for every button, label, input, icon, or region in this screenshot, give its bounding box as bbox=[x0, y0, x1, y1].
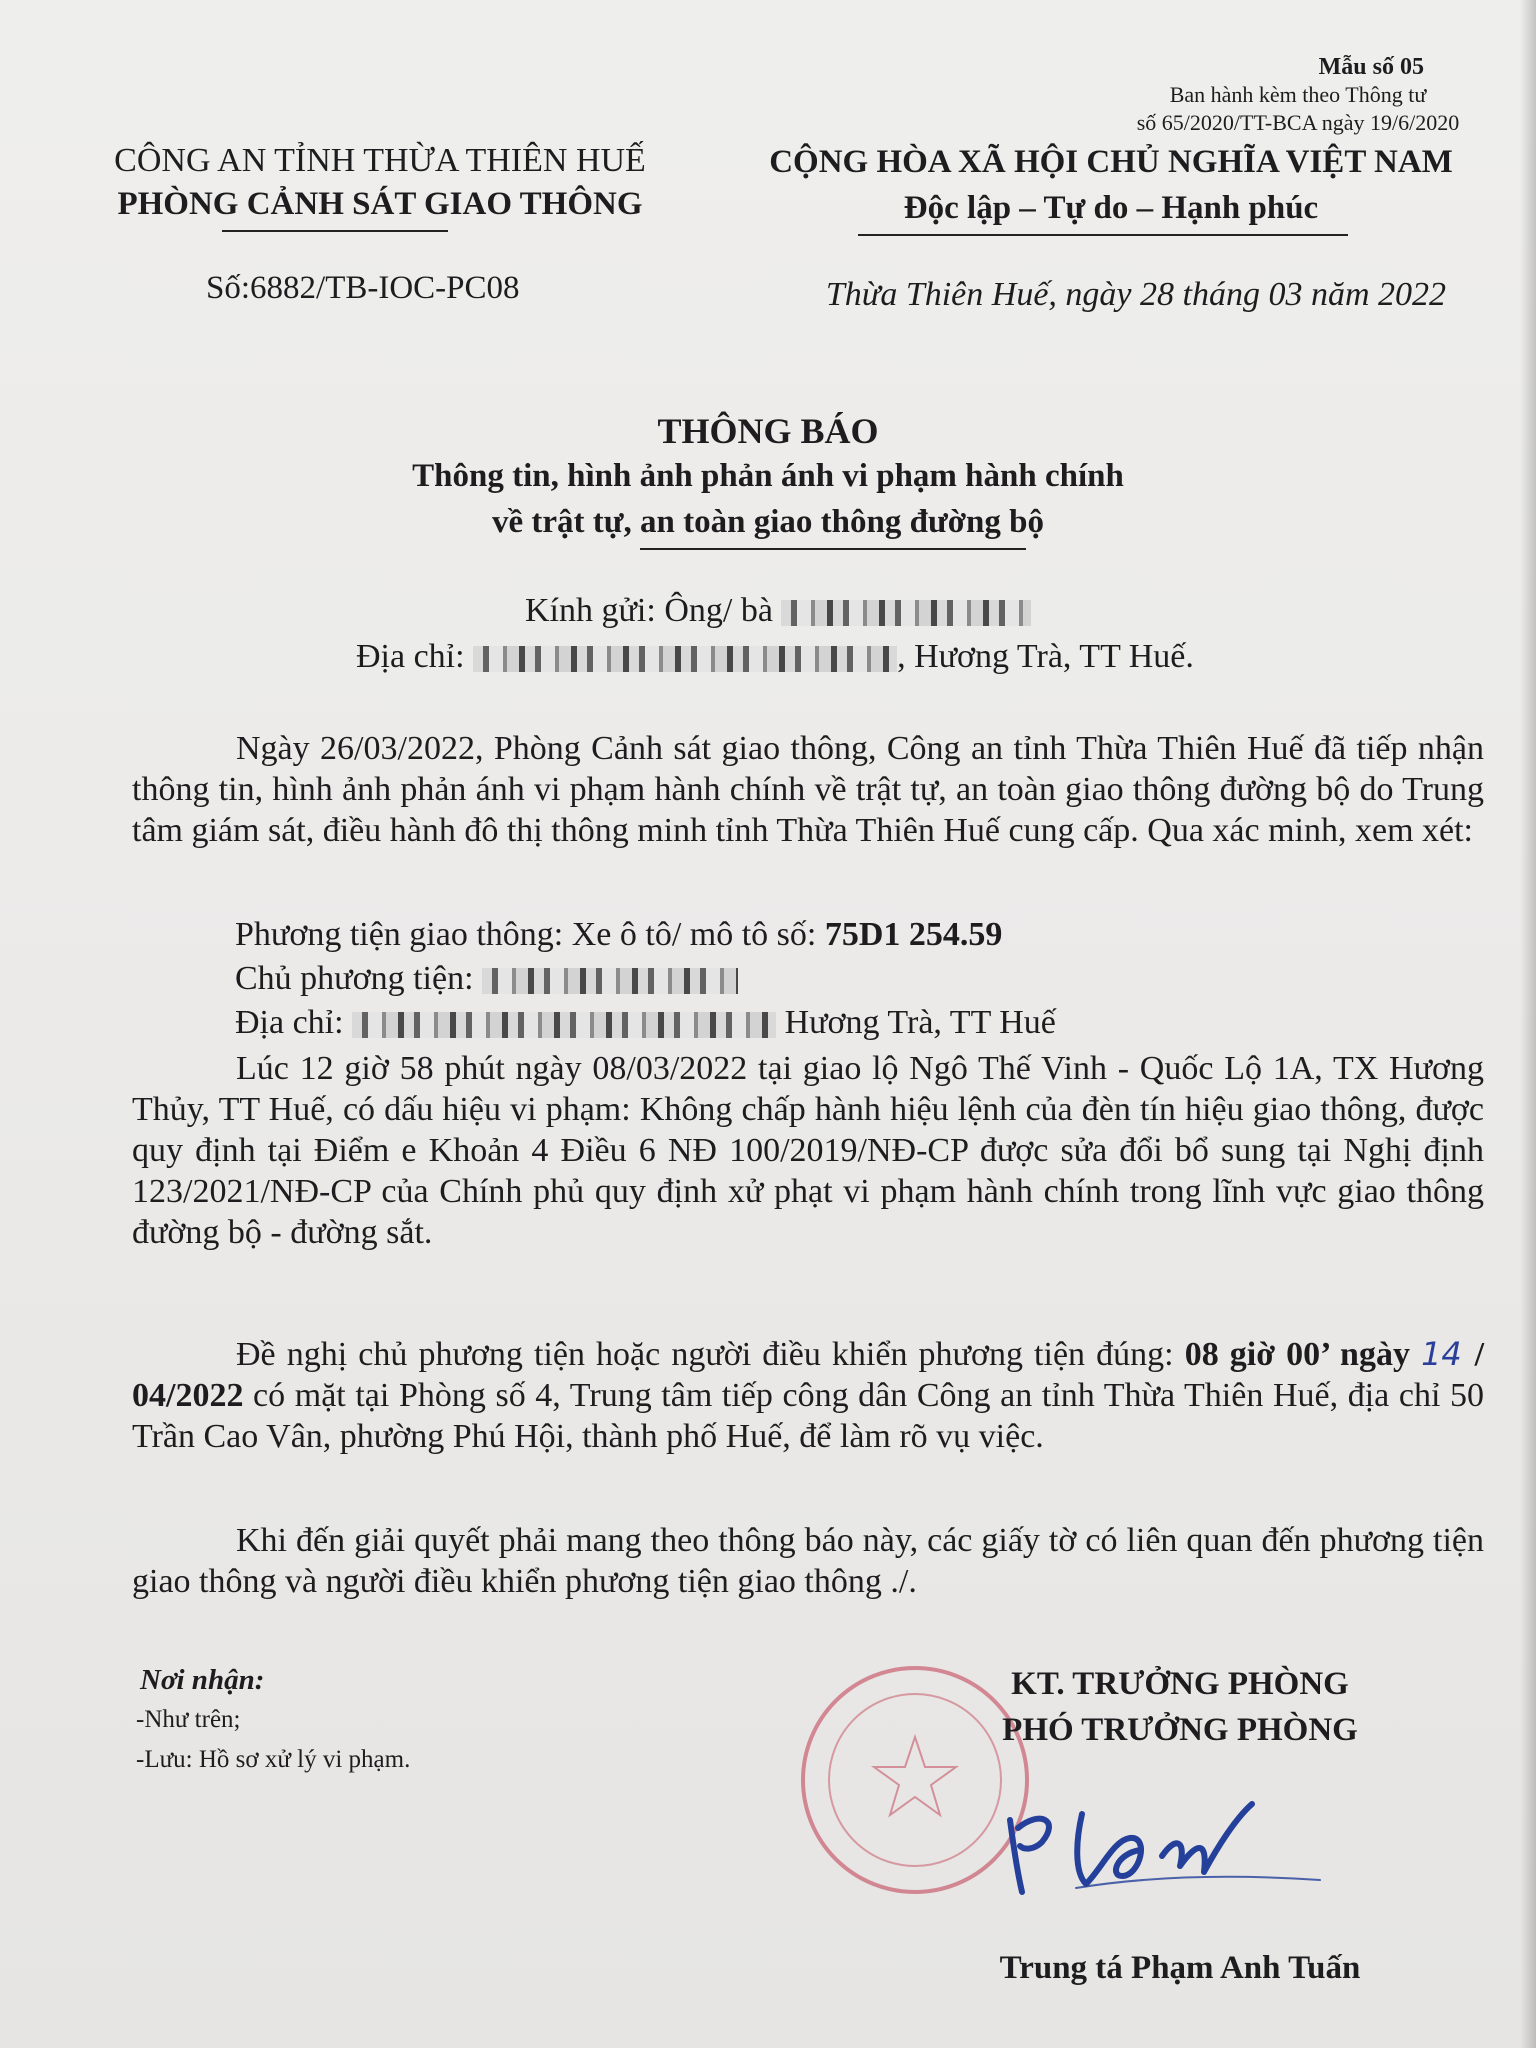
recipient-item-1: -Như trên; bbox=[136, 1706, 241, 1733]
summons-text-1: Đề nghị chủ phương tiện hoặc người điều khiển phương tiện đúng: bbox=[236, 1336, 1185, 1373]
summons-time: 08 giờ 00’ ngày bbox=[1184, 1336, 1422, 1373]
document-title: THÔNG BÁO bbox=[657, 411, 879, 451]
vehicle-plate: 75D1 254.59 bbox=[824, 916, 1003, 953]
title-underline bbox=[640, 548, 1026, 550]
owner-address-label: Địa chỉ: bbox=[235, 1004, 344, 1041]
owner-label: Chủ phương tiện: bbox=[235, 960, 474, 997]
summons-paragraph bbox=[132, 1334, 1484, 1457]
signer-role-1: KT. TRƯỞNG PHÒNG bbox=[1011, 1666, 1349, 1702]
document-subtitle-line-2: về trật tự, an toàn giao thông đường bộ bbox=[491, 504, 1044, 540]
redacted-recipient-name bbox=[781, 600, 1031, 626]
closing-paragraph: Khi đến giải quyết phải mang theo thông báo này, các giấy tờ có liên quan đến phương tiện giao thông và người điều khiển phương tiện giao thông ./. bbox=[132, 1522, 1484, 1600]
document-subtitle-line-1: Thông tin, hình ảnh phản ánh vi phạm hành chính bbox=[412, 458, 1124, 494]
place-and-date: Thừa Thiên Huế, ngày 28 tháng 03 năm 2022 bbox=[825, 276, 1446, 313]
signature-icon bbox=[990, 1780, 1330, 1910]
national-motto: Độc lập – Tự do – Hạnh phúc bbox=[903, 190, 1319, 226]
signer-name: Trung tá Phạm Anh Tuấn bbox=[999, 1950, 1361, 1986]
recipient-address-line bbox=[356, 638, 1194, 676]
issuing-agency: CÔNG AN TỈNH THỪA THIÊN HUẾ bbox=[114, 142, 646, 179]
recipient-line bbox=[525, 592, 1031, 630]
recipient-label: Kính gửi: Ông/ bà bbox=[525, 592, 773, 629]
owner-address-suffix: Hương Trà, TT Huế bbox=[784, 1004, 1056, 1041]
violation-paragraph: Lúc 12 giờ 58 phút ngày 08/03/2022 tại giao lộ Ngô Thế Vinh - Quốc Lộ 1A, TX Hương Thủy, TT Huế, có dấu hiệu vi phạm: Không chấp hành hiệu lệnh của đèn tín hiệu giao thông, được quy định tại Điểm e Khoản 4 Điều 6 NĐ 100/2019/NĐ-CP được sửa đổi bổ sung tại Nghị định 123/2021/NĐ-CP của Chính phủ quy định xử phạt vi phạm hành chính trong lĩnh vực giao thông đường bộ - đường sắt. bbox=[132, 1050, 1484, 1251]
recipient-address-label: Địa chỉ: bbox=[356, 638, 465, 675]
summons-text-2: có mặt tại Phòng số 4, Trung tâm tiếp công dân Công an tỉnh Thừa Thiên Huế, địa chỉ 50 Trần Cao Vân, phường Phú Hội, thành phố Huế, để làm rõ vụ việc. bbox=[132, 1377, 1484, 1455]
form-issuance-line-2: số 65/2020/TT-BCA ngày 19/6/2020 bbox=[1136, 110, 1460, 135]
intro-paragraph: Ngày 26/03/2022, Phòng Cảnh sát giao thông, Công an tỉnh Thừa Thiên Huế đã tiếp nhận thông tin, hình ảnh phản ánh vi phạm hành chính về trật tự, an toàn giao thông đường bộ do Trung tâm giám sát, điều hành đô thị thông minh tỉnh Thừa Thiên Huế cung cấp. Qua xác minh, xem xét: bbox=[132, 730, 1484, 849]
country-name: CỘNG HÒA XÃ HỘI CHỦ NGHĨA VIỆT NAM bbox=[769, 144, 1453, 180]
recipients-heading: Nơi nhận: bbox=[140, 1664, 265, 1696]
vehicle-line bbox=[235, 914, 1002, 955]
department-underline bbox=[222, 230, 448, 232]
redacted-owner-address bbox=[352, 1012, 776, 1038]
signer-role-2: PHÓ TRƯỞNG PHÒNG bbox=[1002, 1712, 1358, 1748]
form-issuance-line-1: Ban hành kèm theo Thông tư bbox=[1169, 82, 1427, 107]
owner-line bbox=[235, 958, 738, 999]
summons-date: / 04/2022 bbox=[132, 1336, 1485, 1414]
recipient-address-suffix: , Hương Trà, TT Huế. bbox=[897, 638, 1194, 675]
owner-address-line bbox=[235, 1002, 1056, 1043]
form-number: Mẫu số 05 bbox=[1318, 54, 1424, 80]
vehicle-label: Phương tiện giao thông: Xe ô tô/ mô tô số: bbox=[235, 916, 817, 953]
summons-handwritten-day: 14 bbox=[1421, 1335, 1475, 1373]
redacted-owner-name bbox=[482, 968, 738, 994]
issuing-department: PHÒNG CẢNH SÁT GIAO THÔNG bbox=[117, 186, 643, 222]
redacted-recipient-address bbox=[473, 646, 897, 672]
page-edge-shadow bbox=[1520, 0, 1536, 2048]
motto-underline bbox=[858, 234, 1348, 236]
recipient-item-2: -Lưu: Hồ sơ xử lý vi phạm. bbox=[136, 1746, 411, 1773]
document-number: Số:6882/TB-IOC-PC08 bbox=[206, 270, 520, 306]
